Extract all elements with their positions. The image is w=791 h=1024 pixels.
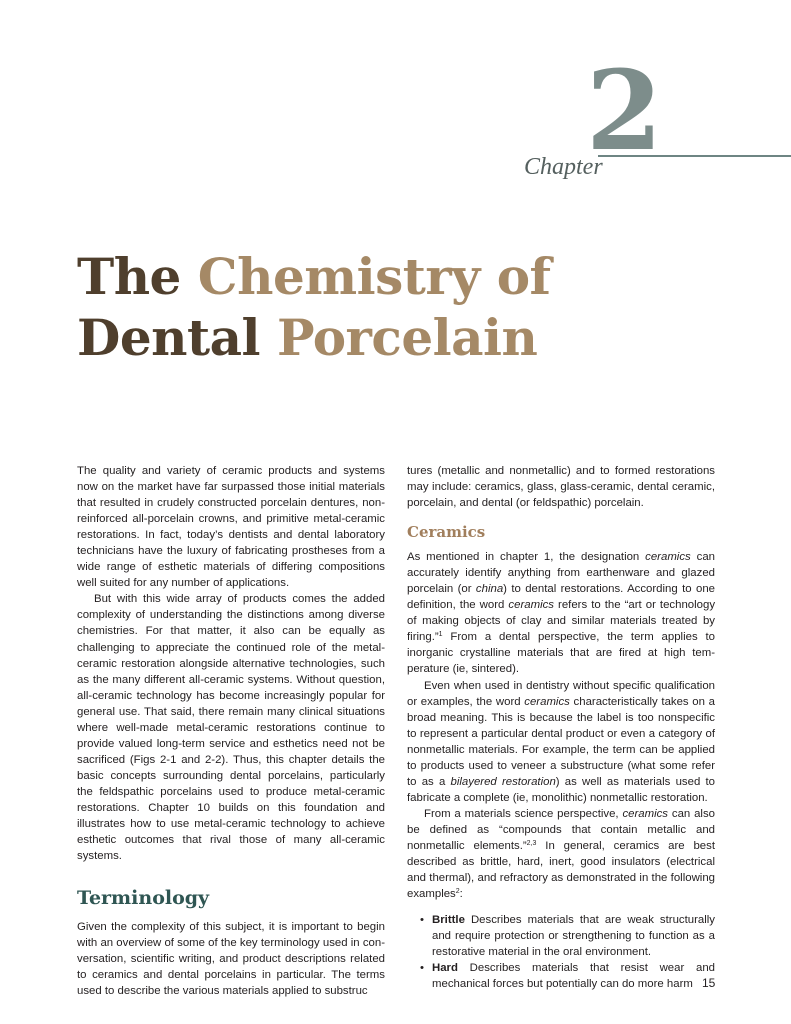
chapter-label: Chapter xyxy=(524,154,603,180)
chapter-title xyxy=(77,246,551,368)
right-column xyxy=(407,463,715,992)
chapter-number: 2 xyxy=(586,46,661,175)
title-word: Chemistry of xyxy=(197,247,551,306)
title-word: The xyxy=(77,247,181,306)
bullet: • xyxy=(420,962,424,975)
paragraph: As mentioned in chapter 1, the designation ceramics can accurately identify anything from earthenware and glazed porcelain (or china) to dental restorations. According to one definition, the word ceramics refers to the “art or technology of making objects of clay and similar materials treated by firing.”$^1$ From a dental perspective, the term applies to inorganic crystalline materials that are fired at high temperature (ie, sintered). xyxy=(407,551,716,676)
ceramic-properties-list xyxy=(407,912,715,992)
paragraph: The quality and variety of ceramic products and systems now on the market have far surpassed those initial materials that resulted in crudely constructed porcelain dentures, nonreinforced all-porcelain crowns, and primitive metal-ceramic restorations. In fact, today’s dentists and dental laboratory technicians have the luxury of fabricating prostheses from a wide range of esthetic materials of differing compositions well suited for any number of applications. xyxy=(77,465,385,590)
citation: 2 xyxy=(455,888,460,896)
term: Brittle xyxy=(432,914,465,927)
page-number: 15 xyxy=(702,976,716,990)
citation: 2,3 xyxy=(526,839,537,847)
bullet: • xyxy=(420,914,424,927)
paragraph: From a materials science perspective, ceramics can also be defined as “compounds that contain metallic and nonmetallic elements.”$^{2,3}$ In general, ceramics are best described as brittle, hard, inert, good insulators (electrical and thermal), and refractory as demonstrated in the following examples$^2$: xyxy=(407,807,715,901)
paragraph: tures (metallic and nonmetallic) and to formed restorations may include: ceramics, glass, glass-ceramic, dental ceramic, porcelain, and dental (or feldspathic) porcelain. xyxy=(407,465,715,510)
citation: 1 xyxy=(438,631,443,639)
paragraph: Even when used in dentistry without specific qualification or examples, the word ceramics characteristically takes on a broad meaning. This is because the label is too nonspecific to represent a particular dental product or even a category of nonmetallic materials. For example, the term can be applied to products used to veneer a substructure (what some refer to as a bilayered restoration) as well as materials used to fabricate a complete (ie, monolithic) nonmetallic restoration. xyxy=(407,679,715,804)
term: Hard xyxy=(432,962,458,975)
paragraph: Given the complexity of this subject, it is important to begin with an overview of some of the key terminology used in conversation, scientific writing, and product descriptions related to ceramics and dental porcelains in particular. The terms used to describe the various materials applied to substruc xyxy=(77,921,385,998)
list-item: • Hard Describes materials that resist wear and mechanical forces but potentially can do more harm xyxy=(420,962,715,991)
heading-ceramics: Ceramics xyxy=(407,523,486,542)
title-word: Porcelain xyxy=(276,308,538,367)
paragraph: But with this wide array of products comes the added complexity of understanding the distinctions among diverse chemistries. For that matter, it also can be equally as challenging to appreciate the continued role of the metal-ceramic restoration alongside alternative technologies, such as the many different all-ceramic systems. Without question, all-ceramic technology has become increasingly popular for general use. That said, there remain many clinical situations where well-made metal-ceramic restorations continue to provide valued long-term service and esthetics need not be sacrificed (Figs 2-1 and 2-2). Thus, this chapter details the basic concepts surrounding dental porcelains, particularly the feldspathic porcelains used to produce metal-ceramic restorations. Chapter 10 builds on this foundation and illustrates how to use metal-ceramic technology to achieve esthetic outcomes that rival those of many all-ceramic systems. xyxy=(77,593,385,863)
heading-terminology: Terminology xyxy=(77,887,210,910)
left-column xyxy=(77,463,385,999)
list-item: • Brittle Describes materials that are weak structurally and require protection or strengthening to function as a restorative material in the oral environment. xyxy=(420,914,715,959)
title-word: Dental xyxy=(77,308,261,367)
